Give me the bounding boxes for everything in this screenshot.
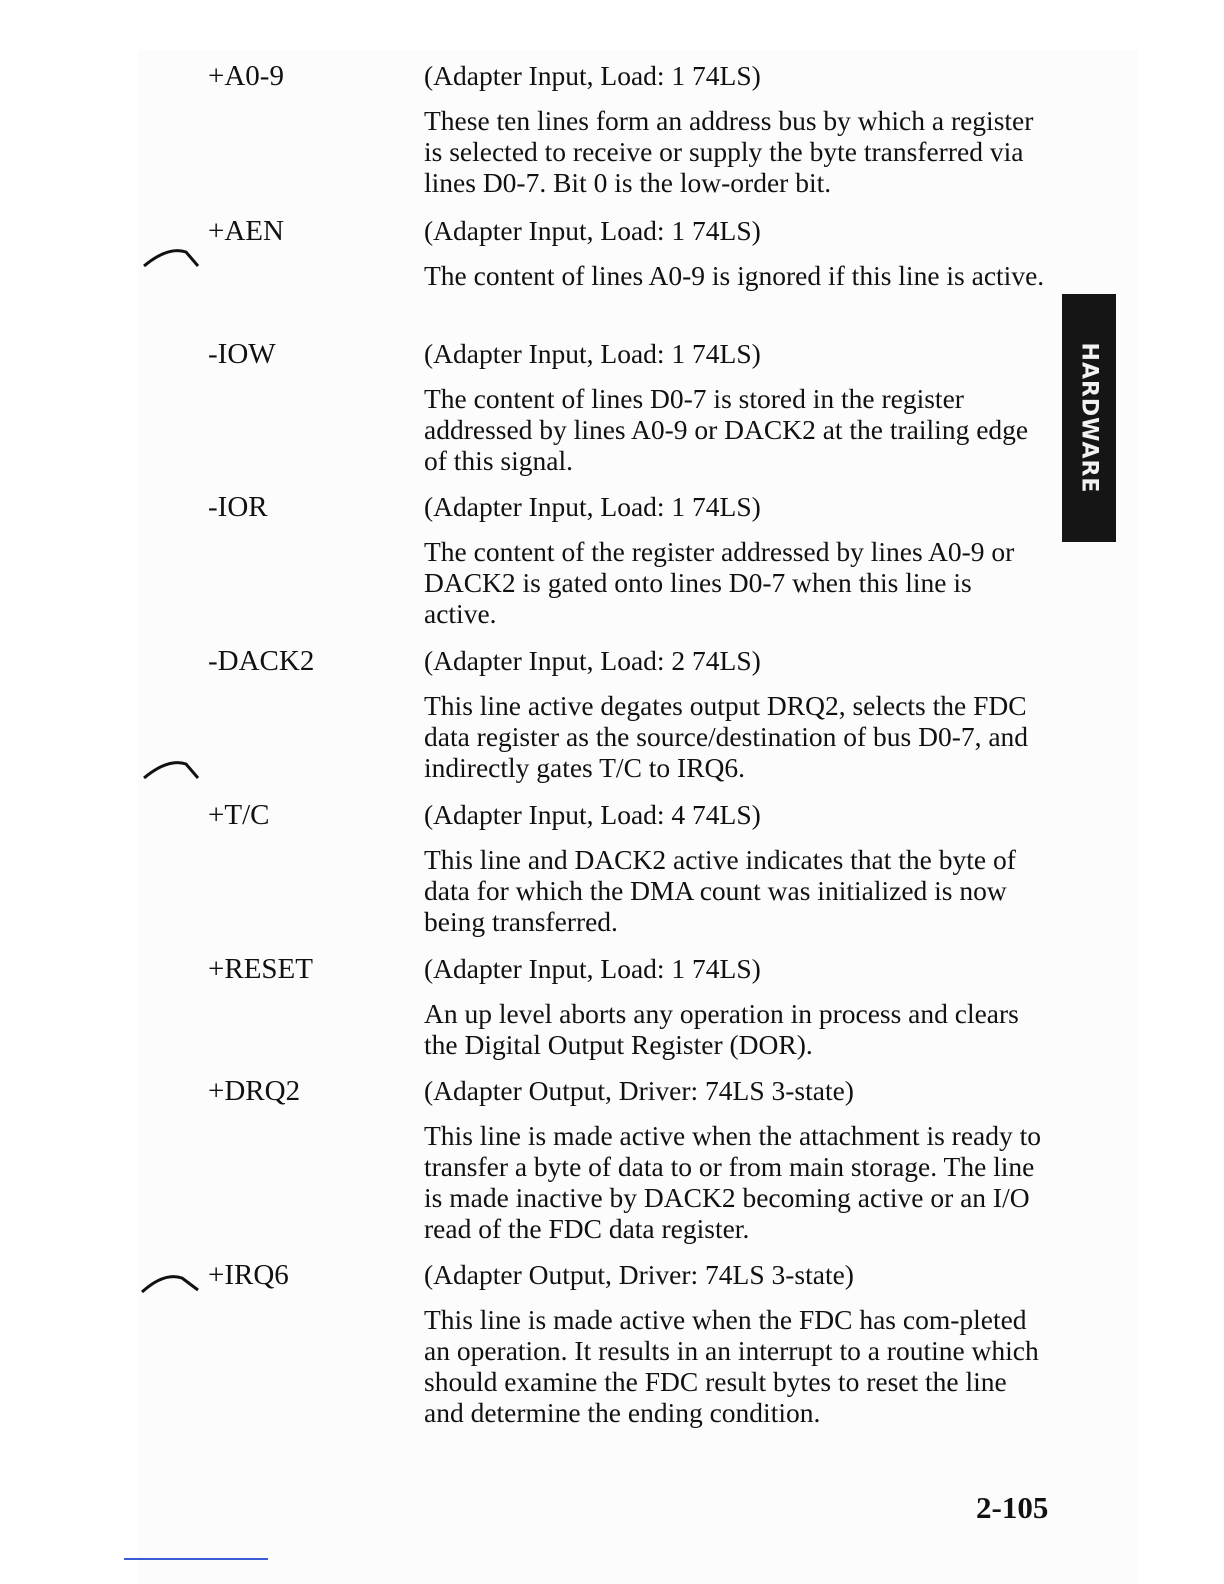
signal-name: +IRQ6 [208, 1259, 289, 1291]
signal-description [424, 215, 1046, 291]
signal-text: An up level aborts any operation in process and clears the Digital Output Register (DOR). [424, 998, 1019, 1060]
signal-text: These ten lines form an address bus by which a register is selected to receive or supply the byte transferred via lines D0-7. Bit 0 is the low-order bit. [424, 105, 1034, 198]
signal-text: The content of lines D0-7 is stored in the register addressed by lines A0-9 or DACK2 at the trailing edge of this signal. [424, 383, 1029, 476]
signal-load: (Adapter Input, Load: 1 74LS) [424, 491, 761, 522]
signal-load: (Adapter Input, Load: 2 74LS) [424, 645, 761, 676]
signal-load: (Adapter Input, Load: 1 74LS) [424, 338, 761, 369]
signal-text: The content of lines A0-9 is ignored if this line is active. [424, 260, 1045, 291]
signal-description [424, 1259, 1046, 1428]
signal-name: +A0-9 [208, 60, 284, 92]
margin-mark [140, 756, 200, 782]
signal-text: This line and DACK2 active indicates that the byte of data for which the DMA count was initialized is now being transferred. [424, 844, 1016, 937]
signal-load: (Adapter Output, Driver: 74LS 3-state) [424, 1075, 854, 1106]
bottom-rule [124, 1558, 268, 1560]
signal-name: +T/C [208, 799, 270, 831]
signal-name: -IOR [208, 491, 268, 523]
signal-description [424, 1075, 1046, 1244]
signal-load: (Adapter Input, Load: 1 74LS) [424, 60, 761, 91]
signal-description [424, 799, 1046, 937]
signal-load: (Adapter Output, Driver: 74LS 3-state) [424, 1259, 854, 1290]
signal-text: This line active degates output DRQ2, selects the FDC data register as the source/destination of bus D0-7, and indirectly gates T/C to IRQ6. [424, 690, 1029, 783]
margin-mark [140, 244, 200, 270]
signal-description [424, 491, 1046, 629]
signal-description [424, 953, 1046, 1060]
signal-name: +AEN [208, 215, 284, 247]
signal-description [424, 645, 1046, 783]
signal-name: +RESET [208, 953, 313, 985]
signal-description [424, 338, 1046, 476]
signal-description [424, 60, 1046, 198]
signal-name: -IOW [208, 338, 276, 370]
margin-mark [140, 1268, 200, 1294]
signal-text: This line is made active when the attachment is ready to transfer a byte of data to or from main storage. The line is made inactive by DACK2 becoming active or an I/O read of the FDC data register. [424, 1120, 1042, 1244]
section-tab-label: HARDWARE [1076, 342, 1102, 494]
signal-load: (Adapter Input, Load: 1 74LS) [424, 953, 761, 984]
signal-text: The content of the register addressed by lines A0-9 or DACK2 is gated onto lines D0-7 when this line is active. [424, 536, 1015, 629]
signal-name: +DRQ2 [208, 1075, 301, 1107]
signal-name: -DACK2 [208, 645, 315, 677]
signal-text: This line is made active when the FDC has com-pleted an operation. It results in an interrupt to a routine which should examine the FDC result bytes to reset the line and determine the ending condition. [424, 1304, 1039, 1428]
signal-load: (Adapter Input, Load: 1 74LS) [424, 215, 761, 246]
signal-load: (Adapter Input, Load: 4 74LS) [424, 799, 761, 830]
section-tab [1062, 294, 1116, 542]
page-number: 2-105 [976, 1490, 1049, 1525]
